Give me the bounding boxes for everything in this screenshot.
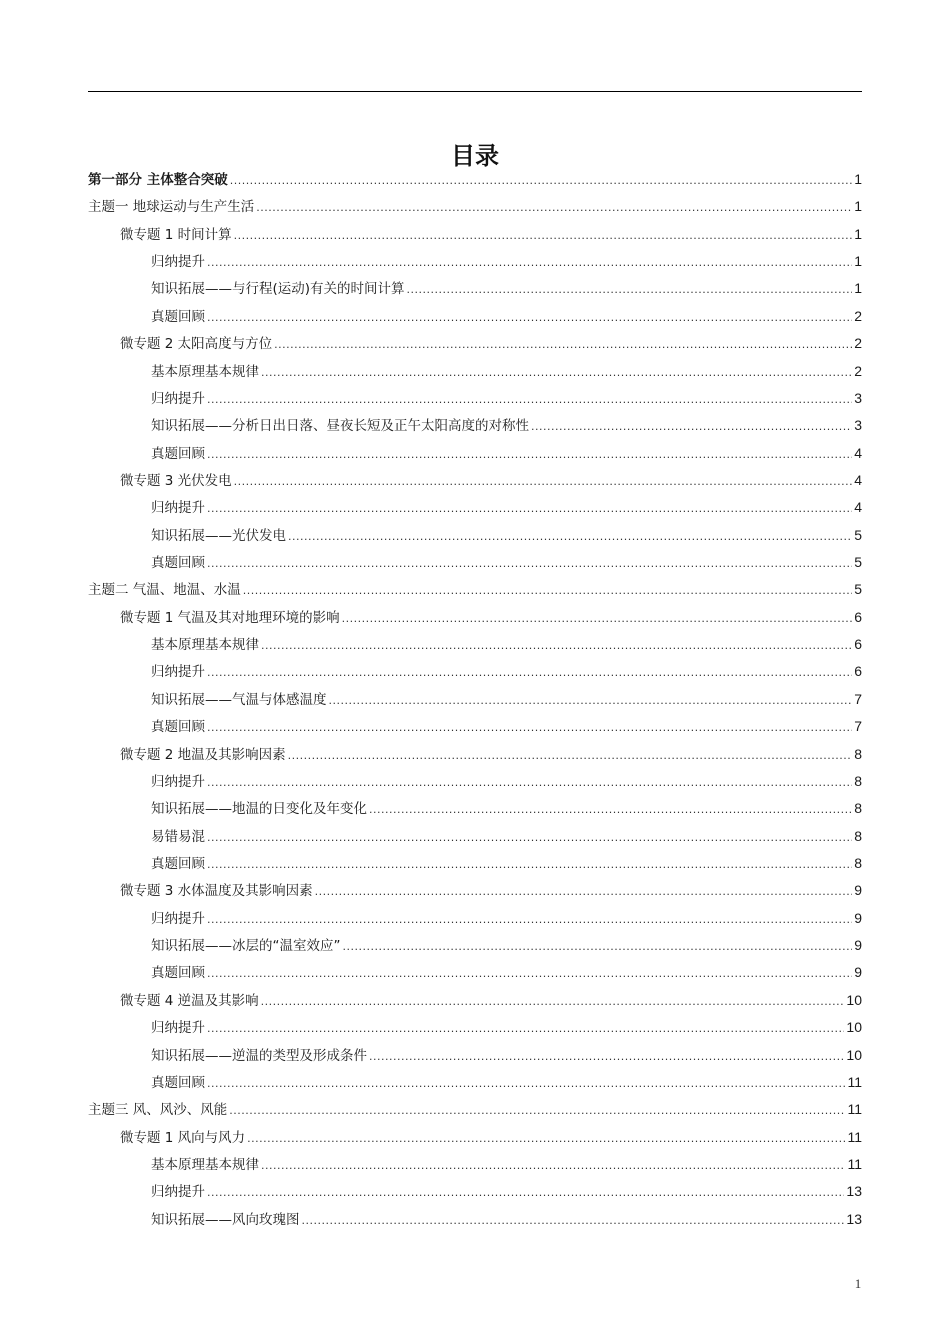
toc-entry[interactable] (88, 1096, 862, 1123)
toc-entry-label: 知识拓展——冰层的“温室效应” (151, 938, 341, 955)
toc-dot-leader (207, 550, 852, 577)
toc-entry-page: 1 (854, 253, 862, 270)
toc-entry-page: 9 (854, 964, 862, 981)
toc-entry-page: 1 (854, 171, 862, 187)
toc-entry-page: 8 (854, 772, 862, 789)
toc-entry-page: 1 (854, 198, 862, 215)
toc-dot-leader (207, 960, 852, 987)
toc-entry[interactable] (88, 221, 862, 248)
toc-entry-label: 微专题 4 逆温及其影响 (120, 992, 259, 1009)
toc-entry[interactable] (88, 166, 862, 193)
toc-dot-leader (207, 659, 852, 686)
toc-entry-page: 1 (854, 280, 862, 297)
toc-entry-label: 知识拓展——与行程(运动)有关的时间计算 (151, 281, 405, 298)
toc-entry-page: 4 (854, 471, 862, 488)
toc-dot-leader (343, 933, 853, 960)
toc-entry[interactable] (88, 494, 862, 521)
toc-entry-page: 8 (854, 745, 862, 762)
toc-entry-label: 真题回顾 (151, 308, 205, 325)
toc-entry-page: 7 (854, 718, 862, 735)
toc-entry-label: 知识拓展——逆温的类型及形成条件 (151, 1047, 367, 1064)
toc-entry-label: 易错易混 (151, 828, 205, 845)
toc-entry-label: 归纳提升 (151, 500, 205, 517)
toc-entry-page: 13 (846, 1183, 862, 1200)
toc-dot-leader (207, 1070, 845, 1097)
toc-entry-label: 第一部分 主体整合突破 (88, 172, 228, 188)
toc-dot-leader (369, 796, 852, 823)
toc-entry-page: 13 (846, 1210, 862, 1227)
toc-entry[interactable] (88, 412, 862, 439)
toc-entry[interactable] (88, 987, 862, 1014)
toc-entry-label: 归纳提升 (151, 254, 205, 271)
toc-entry-label: 主题二 气温、地温、水温 (88, 582, 241, 599)
toc-entry-page: 6 (854, 663, 862, 680)
toc-entry-page: 2 (854, 335, 862, 352)
toc-entry[interactable] (88, 686, 862, 713)
toc-entry-page: 6 (854, 636, 862, 653)
toc-entry-page: 5 (854, 554, 862, 571)
toc-entry-page: 10 (846, 1046, 862, 1063)
toc-entry-label: 归纳提升 (151, 390, 205, 407)
toc-entry-label: 微专题 2 太阳高度与方位 (120, 336, 273, 353)
toc-dot-leader (261, 632, 852, 659)
toc-entry[interactable] (88, 303, 862, 330)
toc-dot-leader (207, 906, 852, 933)
toc-entry-label: 主题一 地球运动与生产生活 (88, 199, 255, 216)
toc-entry-label: 主题三 风、风沙、风能 (88, 1102, 228, 1119)
toc-entry[interactable] (88, 330, 862, 357)
table-of-contents (88, 166, 862, 1233)
toc-dot-leader (329, 687, 853, 714)
toc-entry[interactable] (88, 795, 862, 822)
toc-entry-label: 基本原理基本规律 (151, 1156, 259, 1173)
toc-entry-label: 微专题 1 时间计算 (120, 226, 232, 243)
toc-entry-page: 8 (854, 827, 862, 844)
toc-entry[interactable] (88, 467, 862, 494)
toc-dot-leader (315, 878, 853, 905)
toc-dot-leader (261, 988, 845, 1015)
toc-entry-label: 真题回顾 (151, 1074, 205, 1091)
toc-entry[interactable] (88, 358, 862, 385)
toc-entry-label: 真题回顾 (151, 965, 205, 982)
toc-entry[interactable] (88, 275, 862, 302)
toc-entry[interactable] (88, 1178, 862, 1205)
toc-dot-leader (288, 523, 852, 550)
toc-dot-leader (302, 1207, 845, 1234)
toc-entry-label: 归纳提升 (151, 1184, 205, 1201)
toc-entry-page: 1 (854, 225, 862, 242)
header-rule (88, 91, 862, 92)
toc-entry-label: 微专题 3 光伏发电 (120, 472, 232, 489)
toc-entry[interactable] (88, 440, 862, 467)
toc-entry-label: 基本原理基本规律 (151, 637, 259, 654)
toc-entry-page: 9 (854, 937, 862, 954)
toc-entry-page: 11 (847, 1128, 862, 1145)
toc-entry-page: 7 (854, 690, 862, 707)
toc-dot-leader (229, 1097, 845, 1124)
toc-entry-label: 知识拓展——气温与体感温度 (151, 691, 327, 708)
toc-entry-label: 真题回顾 (151, 855, 205, 872)
toc-title: 目录 (451, 142, 499, 171)
toc-entry[interactable] (88, 932, 862, 959)
toc-entry-page: 8 (854, 854, 862, 871)
toc-entry[interactable] (88, 1014, 862, 1041)
toc-entry-page: 10 (846, 991, 862, 1008)
toc-entry-label: 知识拓展——光伏发电 (151, 527, 286, 544)
toc-entry[interactable] (88, 193, 862, 220)
toc-entry-label: 真题回顾 (151, 555, 205, 572)
toc-dot-leader (207, 441, 852, 468)
toc-dot-leader (531, 413, 852, 440)
toc-entry-label: 归纳提升 (151, 773, 205, 790)
toc-entry[interactable] (88, 658, 862, 685)
toc-entry-page: 2 (854, 307, 862, 324)
toc-entry-page: 2 (854, 362, 862, 379)
toc-entry[interactable] (88, 549, 862, 576)
toc-entry[interactable] (88, 576, 862, 603)
toc-entry[interactable] (88, 248, 862, 275)
toc-entry-label: 基本原理基本规律 (151, 363, 259, 380)
toc-entry[interactable] (88, 385, 862, 412)
toc-entry[interactable] (88, 522, 862, 549)
toc-dot-leader (234, 468, 853, 495)
toc-dot-leader (256, 194, 852, 221)
toc-entry-label: 微专题 2 地温及其影响因素 (120, 746, 286, 763)
toc-dot-leader (234, 222, 853, 249)
toc-entry-page: 3 (854, 417, 862, 434)
toc-entry-label: 真题回顾 (151, 445, 205, 462)
toc-entry-label: 微专题 1 风向与风力 (120, 1129, 246, 1146)
toc-entry-page: 11 (847, 1101, 862, 1118)
toc-entry-page: 4 (854, 444, 862, 461)
toc-entry-page: 11 (847, 1155, 862, 1172)
toc-dot-leader (207, 249, 852, 276)
toc-entry[interactable] (88, 1206, 862, 1233)
toc-entry[interactable] (88, 631, 862, 658)
toc-dot-leader (207, 1015, 844, 1042)
toc-dot-leader (207, 851, 852, 878)
toc-dot-leader (207, 714, 852, 741)
toc-entry[interactable] (88, 741, 862, 768)
toc-entry-page: 10 (846, 1019, 862, 1036)
toc-dot-leader (407, 276, 853, 303)
toc-entry-label: 知识拓展——分析日出日落、昼夜长短及正午太阳高度的对称性 (151, 418, 529, 435)
toc-dot-leader (207, 824, 852, 851)
toc-dot-leader (207, 386, 852, 413)
toc-entry-page: 8 (854, 800, 862, 817)
toc-dot-leader (274, 331, 852, 358)
toc-entry-page: 3 (854, 389, 862, 406)
toc-entry[interactable] (88, 850, 862, 877)
toc-entry-page: 5 (854, 526, 862, 543)
toc-entry[interactable] (88, 959, 862, 986)
toc-entry-page: 5 (854, 581, 862, 598)
toc-dot-leader (288, 742, 853, 769)
toc-dot-leader (230, 167, 853, 194)
toc-entry[interactable] (88, 905, 862, 932)
toc-dot-leader (207, 495, 852, 522)
toc-entry[interactable] (88, 1042, 862, 1069)
toc-entry-page: 4 (854, 499, 862, 516)
toc-dot-leader (207, 769, 852, 796)
toc-entry[interactable] (88, 713, 862, 740)
toc-entry-label: 微专题 1 气温及其对地理环境的影响 (120, 609, 340, 626)
toc-entry[interactable] (88, 1069, 862, 1096)
toc-entry[interactable] (88, 1151, 862, 1178)
toc-entry-page: 9 (854, 909, 862, 926)
toc-dot-leader (207, 304, 852, 331)
toc-dot-leader (243, 577, 852, 604)
toc-entry[interactable] (88, 604, 862, 631)
toc-entry-label: 微专题 3 水体温度及其影响因素 (120, 883, 313, 900)
toc-entry[interactable] (88, 768, 862, 795)
toc-entry-label: 知识拓展——风向玫瑰图 (151, 1211, 300, 1228)
toc-entry-page: 6 (854, 608, 862, 625)
toc-dot-leader (369, 1043, 844, 1070)
toc-entry-page: 9 (854, 882, 862, 899)
toc-entry[interactable] (88, 823, 862, 850)
toc-entry-label: 归纳提升 (151, 1020, 205, 1037)
toc-entry[interactable] (88, 877, 862, 904)
toc-entry-label: 归纳提升 (151, 910, 205, 927)
toc-dot-leader (342, 605, 853, 632)
toc-entry-page: 11 (847, 1073, 862, 1090)
page-number: 1 (854, 1276, 862, 1291)
toc-entry-label: 归纳提升 (151, 664, 205, 681)
toc-dot-leader (261, 359, 852, 386)
toc-entry-label: 真题回顾 (151, 719, 205, 736)
toc-dot-leader (261, 1152, 845, 1179)
toc-entry[interactable] (88, 1124, 862, 1151)
toc-entry-label: 知识拓展——地温的日变化及年变化 (151, 801, 367, 818)
toc-dot-leader (247, 1125, 845, 1152)
toc-dot-leader (207, 1179, 844, 1206)
